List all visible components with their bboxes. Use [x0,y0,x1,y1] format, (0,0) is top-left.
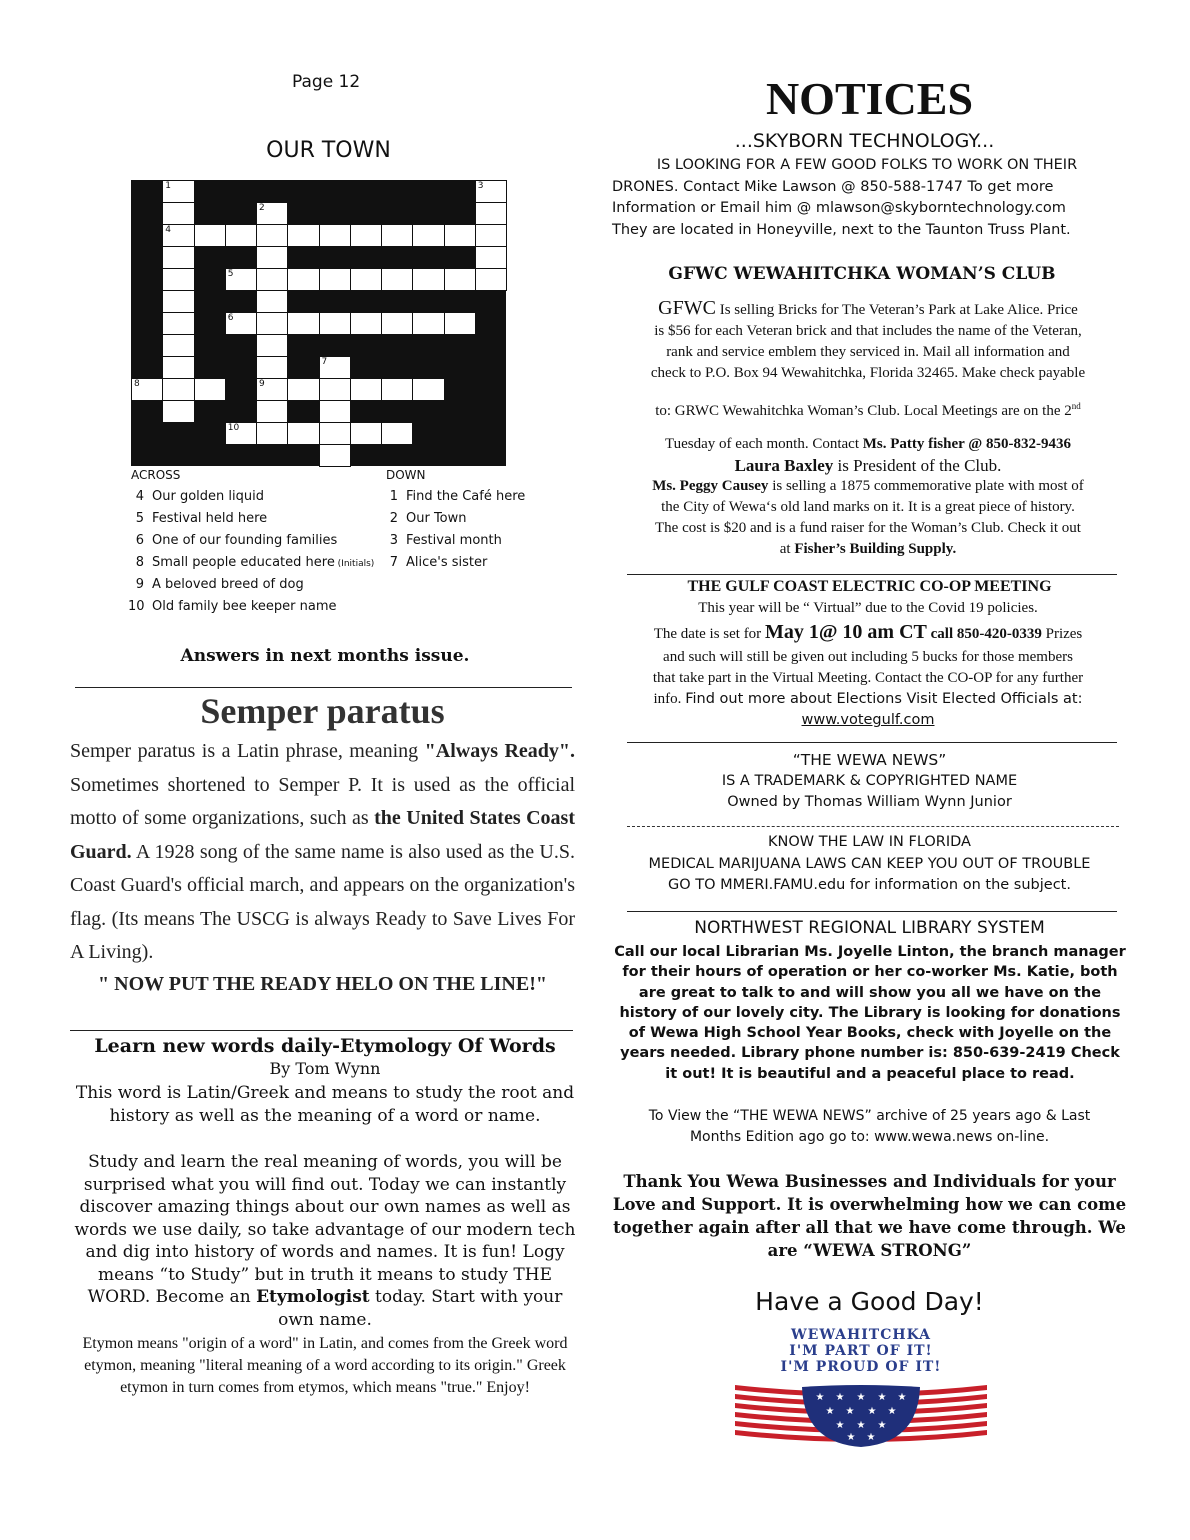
wewanews-line-2: IS A TRADEMARK & COPYRIGHTED NAME [721,773,1018,789]
svg-text:★: ★ [897,1392,907,1403]
divider [627,574,1117,575]
clue-text: Small people educated here [152,555,335,570]
clue-item [128,599,337,615]
crossword-cell [287,312,319,335]
clue-item [128,489,264,505]
semper-emph-1: "Always Ready". [424,740,575,762]
clue-number: 9 [135,577,144,592]
crossword-cell [162,290,194,313]
crossword-cell [412,312,444,335]
crossword-cell [287,224,319,247]
etymology-p3: Etymon means "origin of a word" in Latin, and comes from the Greek word etymon, meaning "literal meaning of a word according to its origin." Greek etymon in turn comes from etymos, which means "true." Enjoy! [82,1335,568,1396]
divider [627,826,1119,827]
crossword-cell [287,268,319,291]
coop-body [612,598,1124,731]
clue-text: Alice's sister [406,555,488,570]
gfwc-contact: Ms. Patty fisher @ 850-832-9436 [862,436,1071,452]
semper-quote: " NOW PUT THE READY HELO ON THE LINE!" [98,973,547,995]
law-line-3: GO TO MMERI.FAMU.edu for information on the subject. [668,877,1071,893]
skyborn-body [612,155,1122,241]
votegulf-link[interactable]: www.votegulf.com [801,712,935,728]
wewahitchka-badge [730,1323,992,1483]
coop-line-5 [612,689,1124,710]
crossword-cell [412,378,444,401]
divider [627,911,1117,912]
svg-text:★: ★ [845,1406,855,1417]
clue-text: Our Town [406,511,467,526]
crossword-cell [256,312,288,335]
crossword-cell [256,334,288,357]
coop-line-1: This year will be “ Virtual” due to the Covid 19 policies. [698,600,1038,616]
badge-line-1: WEWAHITCHKA [790,1327,932,1343]
crossword-cell [194,378,226,401]
crossword-cell [444,224,476,247]
clue-item [382,511,467,527]
crossword-number: 2 [259,203,265,213]
crossword-cell [225,224,257,247]
skyborn-heading: ...SKYBORN TECHNOLOGY... [734,130,995,152]
etymology-byline: By Tom Wynn [269,1059,381,1078]
crossword-number: 3 [477,181,484,191]
clue-item [128,533,337,549]
clue-number: 1 [389,489,398,504]
clue-item [382,533,502,549]
law-block [612,832,1127,897]
gfwc-line-3: rank and service emblem they serviced in. Mail all information and [666,344,1070,360]
gfwc-lead: GFWC [658,297,716,319]
crossword-cell [256,224,288,247]
clue-text: Our golden liquid [152,489,264,504]
gfwc-text-5: to: GRWC Wewahitchka Woman’s Club. Local Meetings are on the 2 [655,403,1072,419]
crossword-cell [256,356,288,379]
gfwc-line-4: check to P.O. Box 94 Wewahitchka, Florida 32465. Make check payable [650,365,1086,381]
crossword-cell [162,400,194,423]
clue-item [128,511,267,527]
skyborn-line-2: DRONES. Contact Mike Lawson @ 850-588-1747 To get more [612,178,1054,195]
gfwc-text-8: is selling a 1875 commemorative plate with most of [768,478,1084,494]
svg-text:★: ★ [856,1392,866,1403]
crossword-cell [256,246,288,269]
crossword-number: 5 [227,269,234,279]
gfwc-line-1 [612,298,1124,321]
crossword-cell [162,246,194,269]
notices-title: NOTICES [765,73,974,124]
law-line-1: KNOW THE LAW IN FLORIDA [768,834,971,850]
coop-elections: Find out more about Elections Visit Elected Officials at: [685,691,1083,707]
coop-line-4: that take part in the Virtual Meeting. Contact the CO-OP for any further [652,670,1084,686]
crossword-cell [350,312,382,335]
crossword-cell [475,246,507,269]
crossword-cell [162,378,194,401]
page-label: Page 12 [292,72,361,92]
crossword-cell [162,202,194,225]
gfwc-president: Laura Baxley [734,456,834,475]
crossword-cell [475,202,507,225]
coop-link[interactable] [612,710,1124,731]
crossword-cell [162,180,194,203]
crossword-cell [381,268,413,291]
gfwc-heading: GFWC WEWAHITCHKA WOMAN’S CLUB [668,264,1056,284]
badge-text [730,1327,992,1375]
skyborn-line-3: Information or Email him @ mlawson@skyborntechnology.com [612,200,1066,216]
crossword-cell [319,422,351,445]
gfwc-seller: Ms. Peggy Causey [652,478,769,494]
semper-emph-2: the United States Coast Guard. [70,807,575,863]
crossword-cell [162,224,194,247]
crossword-number: 1 [165,181,171,191]
wewanews-line-3: Owned by Thomas William Wynn Junior [727,794,1012,810]
coop-text-5: info. [653,691,686,707]
svg-text:★: ★ [815,1392,825,1403]
clue-number: 5 [135,511,144,526]
crossword-cell [381,312,413,335]
clue-text: Festival month [406,533,502,548]
svg-text:★: ★ [877,1420,887,1431]
gfwc-line-2: is $56 for each Veteran brick and that includes the name of the Veteran, [654,323,1082,339]
crossword-cell [162,268,194,291]
gfwc-body [612,298,1124,560]
crossword-cell [381,378,413,401]
crossword-cell [256,268,288,291]
etymology-p2 [70,1151,580,1331]
good-day: Have a Good Day! [755,1287,984,1316]
crossword-cell [381,224,413,247]
crossword-cell [350,224,382,247]
down-heading: DOWN [386,468,426,482]
svg-text:★: ★ [866,1432,876,1443]
clue-number: 2 [389,511,398,526]
semper-text-2: Sometimes shortened to Semper P. It is used as the official motto of some organizations, such as [70,773,575,829]
crossword-cell [444,312,476,335]
gfwc-store: Fisher’s Building Supply. [794,541,957,557]
divider [70,1030,573,1031]
crossword-cell [194,224,226,247]
gfwc-sup: nd [1071,401,1081,411]
skyborn-line-4: They are located in Honeyville, next to the Taunton Truss Plant. [612,221,1071,238]
clue-number: 6 [135,533,144,548]
crossword-number: 7 [321,357,328,367]
crossword-number: 9 [259,379,265,389]
gfwc-line-9: the City of Wewa‘s old land marks on it. It is a great piece of history. [661,499,1075,515]
gfwc-line-8 [612,476,1124,497]
etymology-title: Learn new words daily-Etymology Of Words [94,1035,556,1057]
clue-item [128,555,374,572]
svg-text:★: ★ [877,1392,887,1403]
library-heading: NORTHWEST REGIONAL LIBRARY SYSTEM [694,918,1045,938]
divider [75,687,572,688]
archive-line-2: Months Edition ago go to: www.wewa.news on-line. [689,1129,1050,1145]
crossword-cell [319,400,351,423]
clue-item [382,489,525,505]
clue-number: 4 [135,489,144,504]
clue-text: Festival held here [152,511,268,526]
crossword-cell [350,378,382,401]
coop-heading: THE GULF COAST ELECTRIC CO-OP MEETING [687,578,1052,595]
crossword-cell [162,356,194,379]
clue-number: 10 [128,599,145,614]
across-heading: ACROSS [131,468,181,482]
clue-number: 8 [135,555,144,570]
crossword-cell [225,422,257,445]
crossword-cell [319,356,351,379]
gfwc-text-7: is President of the Club. [833,456,1002,475]
coop-text-2: The date is set for [653,626,765,642]
crossword-cell [475,180,507,203]
crossword-cell [256,422,288,445]
gfwc-text-11: at [779,541,795,557]
coop-date: May 1@ 10 am CT [764,621,927,643]
crossword-cell [287,378,319,401]
clue-item [382,555,487,571]
crossword-cell [225,312,257,335]
archive-line-1: To View the “THE WEWA NEWS” archive of 25 years ago & Last [648,1108,1091,1124]
crossword-cell [475,224,507,247]
svg-text:★: ★ [835,1420,845,1431]
clue-note: (Initials) [334,559,375,569]
crossword-cell [381,422,413,445]
coop-phone: call 850-420-0339 [926,626,1042,642]
crossword-cell [225,268,257,291]
clue-number: 7 [389,555,398,570]
crossword-cell [319,312,351,335]
crossword-cell [412,268,444,291]
semper-title: Semper paratus [200,691,445,731]
crossword-cell [350,268,382,291]
crossword-cell [162,334,194,357]
wewanews-line-1: “THE WEWA NEWS” [792,751,947,769]
coop-line-2 [612,619,1124,647]
thanks-note: Thank You Wewa Businesses and Individuals for your Love and Support. It is overwhelming how we can come together again after all that we have come through. We are “WEWA STRONG” [612,1172,1127,1260]
library-body: Call our local Librarian Ms. Joyelle Linton, the branch manager for their hours of operation or her co-worker Ms. Katie, both are great to talk to and will show you all we have on the history of our lovely city. The Library is looking for donations of Wewa High School Year Books, check with Joyelle on the years needed. Library phone number is: 850-639-2419 Check it out! It is beautiful and a peaceful place to read. [614,944,1126,1082]
gfwc-line-7 [612,455,1124,476]
crossword-cell [319,224,351,247]
badge-line-3: I'M PROUD OF IT! [780,1359,942,1375]
crossword-cell [256,400,288,423]
semper-text-1: Semper paratus is a Latin phrase, meaning [70,740,425,762]
archive-block [612,1106,1127,1148]
crossword-number: 4 [165,225,171,235]
gfwc-text-6: Tuesday of each month. Contact [665,436,863,452]
clue-number: 3 [389,533,398,548]
coop-text-2b: Prizes [1041,626,1083,642]
coop-line-3: and such will still be given out including 5 bucks for those members [663,649,1073,665]
crossword-title: OUR TOWN [266,138,391,163]
semper-text-3: A 1928 song of the same name is also used as the U.S. Coast Guard's official march, and appears on the organization's flag. (Its means The USCG is always Ready to Save Lives For A Living). [70,840,575,963]
crossword-cell [256,378,288,401]
crossword-cell [256,202,288,225]
crossword-number: 8 [134,379,140,389]
svg-text:★: ★ [856,1420,866,1431]
crossword-cell [256,290,288,313]
crossword-cell [412,224,444,247]
crossword-cell [319,378,351,401]
etymology-p2-end: today. Start with your own name. [278,1287,563,1330]
gfwc-text-1: Is selling Bricks for The Veteran’s Park at Lake Alice. Price [715,302,1078,318]
semper-body [70,735,575,970]
crossword-number: 10 [227,423,240,433]
skyborn-line-1: IS LOOKING FOR A FEW GOOD FOLKS TO WORK ON THEIR [656,157,1078,173]
answers-note: Answers in next months issue. [180,646,470,666]
crossword-cell [475,268,507,291]
clue-text: Find the Café here [406,489,526,504]
clue-text: A beloved breed of dog [152,577,304,592]
crossword-cell [131,378,163,401]
crossword-cell [444,268,476,291]
badge-line-2: I'M PART OF IT! [789,1343,933,1359]
crossword-cell [319,444,351,467]
clue-text: One of our founding families [152,533,338,548]
crossword-cell [350,422,382,445]
svg-text:★: ★ [887,1406,897,1417]
crossword-number: 6 [227,313,234,323]
clue-item [128,577,304,593]
crossword-cell [162,312,194,335]
svg-text:★: ★ [835,1392,845,1403]
etymology-keyword: Etymologist [256,1287,370,1307]
gfwc-line-5 [612,396,1124,422]
etymology-p2-text: Study and learn the real meaning of words, you will be surprised what you will find out. Today we can instantly discover amazing things about our own names as well as words we use daily, so take advantage of our modern tech and dig into history of words and names. It is fun! Logy means “to Study” but in truth it means to study THE WORD. Become an [74,1152,576,1307]
etymology-p1: This word is Latin/Greek and means to study the root and history as well as the meaning of a word or name. [75,1083,575,1126]
crossword-grid [131,180,506,466]
svg-text:★: ★ [825,1406,835,1417]
svg-text:★: ★ [846,1432,856,1443]
gfwc-line-6 [612,434,1124,455]
crossword-cell [319,268,351,291]
clue-text: Old family bee keeper name [152,599,337,614]
crossword-cell [287,422,319,445]
wewanews-block [612,750,1127,813]
divider [627,742,1117,743]
svg-text:★: ★ [867,1406,877,1417]
gfwc-line-10: The cost is $20 and is a fund raiser for the Woman’s Club. Check it out [655,520,1081,536]
gfwc-line-11 [612,539,1124,560]
law-line-2: MEDICAL MARIJUANA LAWS CAN KEEP YOU OUT OF TROUBLE [648,855,1091,872]
